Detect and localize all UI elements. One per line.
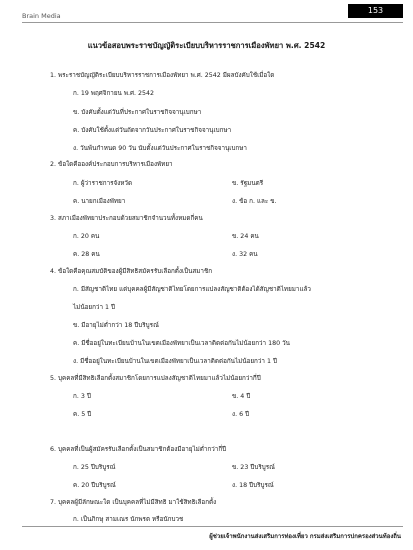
q4-option-a-continued: ไม่น้อยกว่า 1 ปี xyxy=(73,304,115,311)
q6-option-d: ง. 18 ปีบริบูรณ์ xyxy=(232,482,274,489)
q3-option-a: ก. 20 คน xyxy=(73,233,100,240)
q1-option-b: ข. บังคับตั้งแต่วันที่ประกาศในราชกิจจานุเบกษา xyxy=(73,109,202,116)
question-1: 1. พระราชบัญญัติระเบียบบริหารราชการเมืองพัทยา พ.ศ. 2542 มีผลบังคับใช้เมื่อใด xyxy=(50,72,275,79)
document-title: แนวข้อสอบพระราชบัญญัติระเบียบบริหารราชการเมืองพัทยา พ.ศ. 2542 xyxy=(87,41,326,50)
q4-option-a: ก. มีสัญชาติไทย แต่บุคคลผู้มีสัญชาติไทยโดยการแปลงสัญชาติต้องได้สัญชาติไทยมาแล้ว xyxy=(73,286,311,293)
footer-text: ผู้ช่วยเจ้าพนักงานส่งเสริมการท่องเที่ยว กรมส่งเสริมการปกครองส่วนท้องถิ่น xyxy=(209,533,401,540)
page-number: 153 xyxy=(348,4,403,18)
question-5: 5. บุคคลที่มีสิทธิเลือกตั้งสมาชิกโดยการแปลงสัญชาติไทยมาแล้วไม่น้อยกว่ากี่ปี xyxy=(50,375,261,382)
question-4: 4. ข้อใดคือคุณสมบัติของผู้มีสิทธิสมัครรับเลือกตั้งเป็นสมาชิก xyxy=(50,268,213,275)
q5-option-d: ง. 6 ปี xyxy=(232,411,250,418)
q2-option-a: ก. ผู้ว่าราชการจังหวัด xyxy=(73,180,133,187)
q2-option-c: ค. นายกเมืองพัทยา xyxy=(73,198,126,205)
q4-option-d: ง. มีชื่ออยู่ในทะเบียนบ้านในเขตเมืองพัทยาเป็นเวลาติดต่อกันไม่น้อยกว่า 1 ปี xyxy=(73,358,277,365)
q1-option-c: ค. บังคับใช้ตั้งแต่วันถัดจากวันประกาศในราชกิจจานุเบกษา xyxy=(73,127,232,134)
q1-option-a: ก. 19 พฤศจิกายน พ.ศ. 2542 xyxy=(73,90,155,97)
header-brand: Brain Media xyxy=(22,12,61,20)
question-7: 7. บุคคลผู้มีลักษณะใด เป็นบุคคลที่ไม่มีสิทธิ มาใช้สิทธิเลือกตั้ง xyxy=(50,499,217,506)
q5-option-b: ข. 4 ปี xyxy=(232,393,251,400)
q5-option-a: ก. 3 ปี xyxy=(73,393,91,400)
q3-option-c: ค. 28 คน xyxy=(73,251,100,258)
q3-option-d: ง. 32 คน xyxy=(232,251,258,258)
footer-divider xyxy=(22,526,403,527)
q6-option-a: ก. 25 ปีบริบูรณ์ xyxy=(73,464,116,471)
q5-option-c: ค. 5 ปี xyxy=(73,411,92,418)
q6-option-b: ข. 23 ปีบริบูรณ์ xyxy=(232,464,275,471)
q2-option-b: ข. รัฐมนตรี xyxy=(232,180,264,187)
q3-option-b: ข. 24 คน xyxy=(232,233,259,240)
q1-option-d: ง. วันพ้นกำหนด 90 วัน นับตั้งแต่วันประกาศในราชกิจจานุเบกษา xyxy=(73,145,247,152)
q6-option-c: ค. 20 ปีบริบูรณ์ xyxy=(73,482,116,489)
question-2: 2. ข้อใดคือองค์ประกอบการบริหารเมืองพัทยา xyxy=(50,161,173,168)
q2-option-d: ง. ข้อ ก. และ ข. xyxy=(232,198,277,205)
question-6: 6. บุคคลที่เป็นผู้สมัครรับเลือกตั้งเป็นสมาชิกต้องมีอายุไม่ต่ำกว่ากี่ปี xyxy=(50,446,227,453)
question-3: 3. สภาเมืองพัทยาประกอบด้วยสมาชิกจำนวนทั้งหมดกี่คน xyxy=(50,215,203,222)
q4-option-b: ข. มีอายุไม่ต่ำกว่า 18 ปีบริบูรณ์ xyxy=(73,322,159,329)
q7-option-a: ก. เป็นภิกษุ สามเณร นักพรต หรือนักบวช xyxy=(73,516,184,523)
q4-option-c: ค. มีชื่ออยู่ในทะเบียนบ้านในเขตเมืองพัทยาเป็นเวลาติดต่อกันไม่น้อยกว่า 180 วัน xyxy=(73,340,290,347)
